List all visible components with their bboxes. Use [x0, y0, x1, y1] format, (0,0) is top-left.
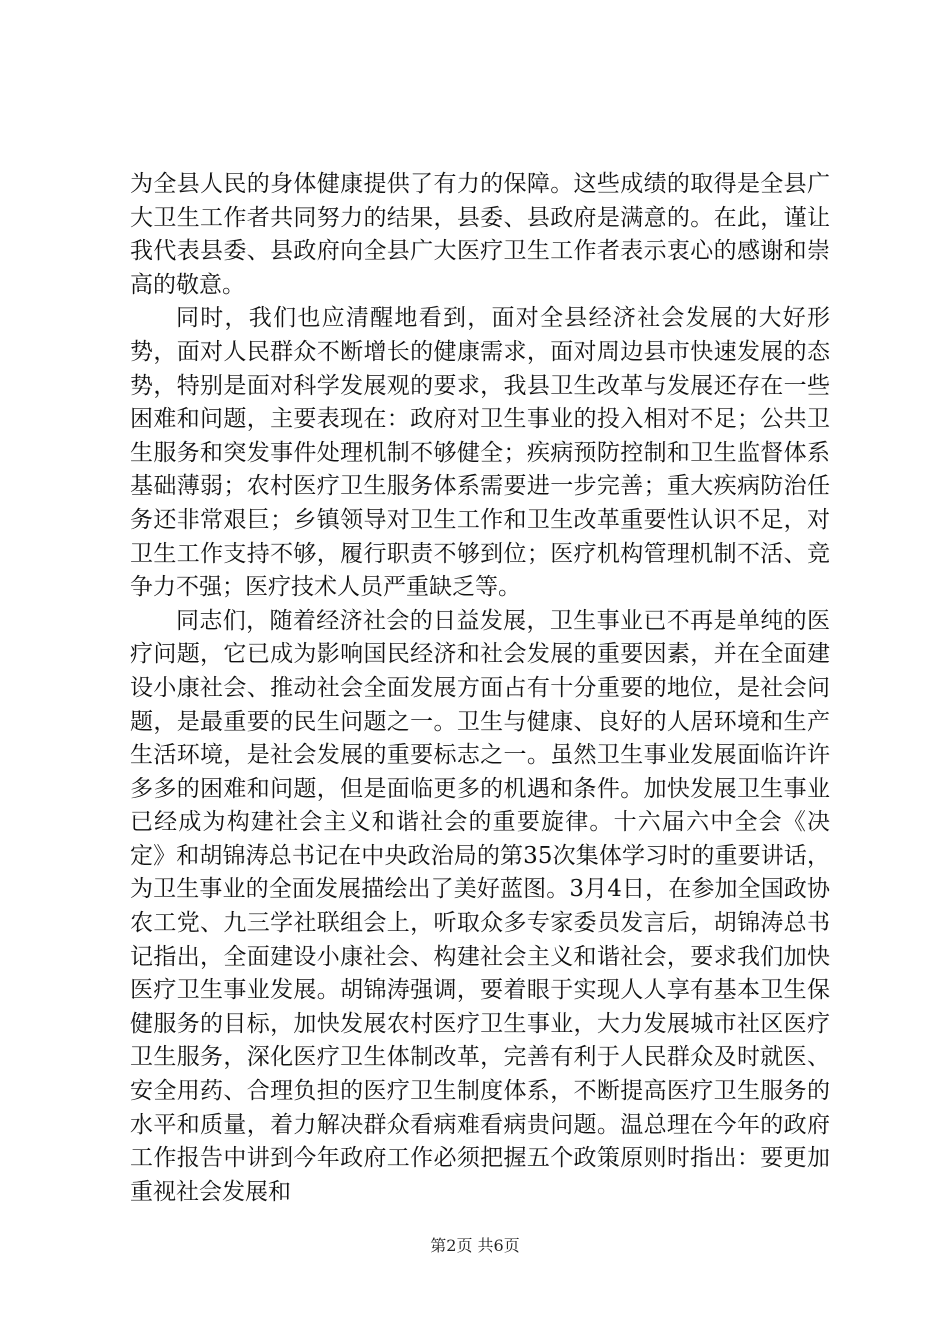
document-body: [130, 168, 830, 1209]
paragraph-development: 同志们，随着经济社会的日益发展，卫生事业已不再是单纯的医疗问题，它已成为影响国民经济和社会发展的重要因素，并在全面建设小康社会、推动社会全面发展方面占有十分重要的地位，是社会问题，是最重要的民生问题之一。卫生与健康、良好的人居环境和生产生活环境，是社会发展的重要标志之一。虽然卫生事业发展面临许许多多的困难和问题，但是面临更多的机遇和条件。加快发展卫生事业已经成为构建社会主义和谐社会的重要旋律。十六届六中全会《决定》和胡锦涛总书记在中央政治局的第35次集体学习时的重要讲话，为卫生事业的全面发展描绘出了美好蓝图。3月4日，在参加全国政协农工党、九三学社联组会上，听取众多专家委员发言后，胡锦涛总书记指出，全面建设小康社会、构建社会主义和谐社会，要求我们加快医疗卫生事业发展。胡锦涛强调，要着眼于实现人人享有基本卫生保健服务的目标，加快发展农村医疗卫生事业，大力发展城市社区医疗卫生服务，深化医疗卫生体制改革，完善有利于人民群众及时就医、安全用药、合理负担的医疗卫生制度体系，不断提高医疗卫生服务的水平和质量，着力解决群众看病难看病贵问题。温总理在今年的政府工作报告中讲到今年政府工作必须把握五个政策原则时指出：要更加重视社会发展和: [130, 607, 830, 1205]
paragraph-continuation: 为全县人民的身体健康提供了有力的保障。这些成绩的取得是全县广大卫生工作者共同努力的结果，县委、县政府是满意的。在此，谨让我代表县委、县政府向全县广大医疗卫生工作者表示衷心的感谢和崇高的敬意。: [130, 171, 830, 298]
page-footer: 第2页 共6页: [430, 1236, 520, 1255]
paragraph-problems: 同时，我们也应清醒地看到，面对全县经济社会发展的大好形势，面对人民群众不断增长的健康需求，面对周边县市快速发展的态势，特别是面对科学发展观的要求，我县卫生改革与发展还存在一些困难和问题，主要表现在：政府对卫生事业的投入相对不足；公共卫生服务和突发事件处理机制不够健全；疾病预防控制和卫生监督体系基础薄弱；农村医疗卫生服务体系需要进一步完善；重大疾病防治任务还非常艰巨；乡镇领导对卫生工作和卫生改革重要性认识不足，对卫生工作支持不够，履行职责不够到位；医疗机构管理机制不活、竞争力不强；医疗技术人员严重缺乏等。: [130, 305, 830, 601]
